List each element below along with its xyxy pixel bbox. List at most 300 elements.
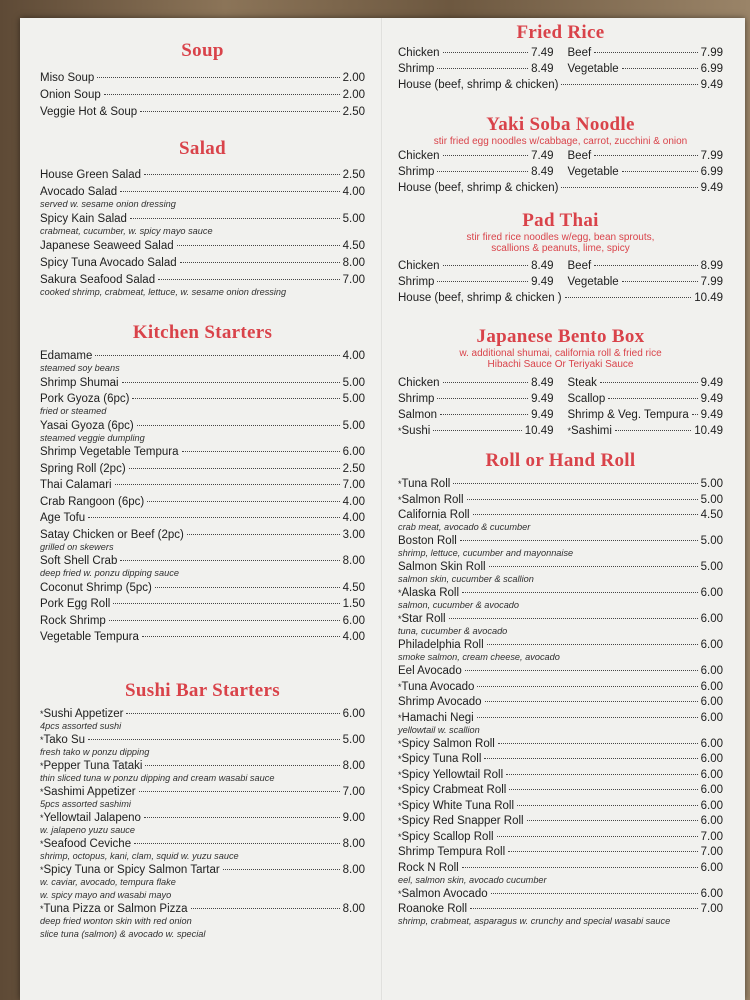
- menu-item-price: 2.50: [342, 169, 365, 181]
- menu-item-row: [398, 478, 723, 491]
- menu-item-name: *Salmon Roll: [398, 493, 464, 506]
- menu-item-row: [398, 494, 723, 507]
- menu-item-price: 8.00: [342, 903, 365, 915]
- dot-leader: [594, 52, 697, 53]
- dot-leader: [104, 94, 340, 95]
- menu-item-name: Coconut Shrimp (5pc): [40, 581, 152, 594]
- menu-item-price: 7.00: [342, 479, 365, 491]
- menu-item-price: 6.00: [700, 737, 723, 750]
- menu-page: [20, 18, 745, 1000]
- sushi-starters-section: [40, 680, 365, 942]
- menu-item-row: [398, 903, 723, 916]
- menu-item-row: [568, 276, 724, 289]
- dot-leader: [489, 566, 698, 567]
- menu-item-name: Beef: [567, 260, 592, 272]
- dot-leader: [506, 774, 697, 775]
- menu-item-name: Shrimp Shumai: [40, 376, 119, 389]
- menu-item-price: 6.00: [700, 768, 723, 781]
- menu-item-row: [568, 377, 724, 390]
- menu-item-name: *Salmon Avocado: [398, 887, 488, 900]
- menu-item-name: Chicken: [398, 47, 440, 59]
- dot-leader: [473, 514, 698, 515]
- star-marker: *: [398, 800, 402, 811]
- menu-item-price: 9.49: [531, 393, 554, 405]
- menu-item-price: 7.00: [700, 830, 723, 843]
- dot-leader: [508, 851, 697, 852]
- menu-item-name: Rock Shrimp: [40, 614, 106, 627]
- menu-item-price: 9.49: [700, 409, 723, 421]
- menu-item-row: [398, 831, 723, 844]
- menu-item-name: Spicy Tuna Avocado Salad: [40, 257, 177, 269]
- menu-item-price: 7.99: [700, 150, 723, 162]
- menu-item-name: Sakura Seafood Salad: [40, 274, 156, 286]
- menu-item-price: 6.00: [700, 753, 723, 765]
- star-marker: *: [40, 761, 44, 771]
- menu-item-price: 6.00: [700, 784, 723, 796]
- menu-item-price: 6.00: [342, 708, 365, 720]
- menu-item-row: [40, 864, 365, 877]
- dot-leader: [561, 84, 697, 85]
- menu-item-name: Philadelphia Roll: [398, 639, 484, 651]
- menu-item-row: [40, 257, 365, 270]
- dot-leader: [615, 430, 691, 431]
- star-marker: *: [40, 839, 44, 849]
- dot-leader: [561, 187, 697, 188]
- menu-item-name: Salmon: [398, 409, 437, 421]
- rolls-title: Roll or Hand Roll: [485, 450, 636, 471]
- dot-leader: [115, 484, 340, 485]
- menu-item-row: [40, 786, 365, 799]
- dot-leader: [144, 174, 340, 175]
- menu-item-row: [40, 393, 365, 406]
- star-marker: *: [40, 709, 44, 719]
- menu-item-price: 6.00: [342, 446, 365, 458]
- menu-item-row: [398, 769, 723, 782]
- menu-item-name: Shrimp Avocado: [398, 696, 482, 708]
- dot-leader: [132, 398, 339, 399]
- menu-item-price: 6.00: [700, 696, 723, 708]
- menu-item-price: 9.49: [531, 276, 554, 288]
- menu-item-name: Vegetable: [567, 166, 619, 178]
- dot-leader: [182, 451, 340, 452]
- menu-item-description: yellowtail w. scallion: [398, 724, 480, 735]
- star-marker: *: [398, 754, 402, 764]
- menu-item-name: Beef: [567, 150, 592, 162]
- menu-item-name: Thai Calamari: [40, 479, 112, 491]
- menu-item-description: shrimp, crabmeat, asparagus w. crunchy and special wasabi sauce: [398, 916, 671, 926]
- menu-item-name: *Hamachi Negi: [398, 711, 474, 724]
- dot-leader: [485, 701, 698, 702]
- right-column: [568, 257, 724, 289]
- menu-item-description: w. spicy mayo and wasabi mayo: [40, 890, 172, 900]
- dot-leader: [437, 171, 528, 172]
- menu-item-name: Eel Avocado: [398, 665, 462, 677]
- star-marker: *: [398, 614, 402, 624]
- soup-title: Soup: [181, 40, 224, 61]
- menu-item-description: shrimp, octopus, kani, clam, squid w. yuzu sauce: [40, 851, 239, 861]
- dot-leader: [437, 68, 528, 69]
- menu-item-price: 2.00: [342, 89, 365, 101]
- dot-leader: [120, 191, 339, 192]
- pad-thai-subtitle: [398, 232, 723, 254]
- menu-item-name: Age Tofu: [40, 512, 86, 524]
- dot-leader: [477, 717, 698, 718]
- menu-item-price: 8.00: [342, 760, 365, 772]
- menu-item-row: [568, 393, 724, 406]
- dot-leader: [142, 636, 340, 637]
- menu-item-description: crabmeat, cucumber, w. spicy mayo sauce: [40, 226, 213, 236]
- yaki-columns: [398, 147, 723, 179]
- menu-item-row: [40, 186, 365, 199]
- menu-item-price: 5.00: [342, 376, 365, 389]
- menu-item-name: Shrimp: [398, 63, 435, 75]
- menu-item-row: [398, 166, 554, 179]
- menu-item-row: [568, 63, 724, 76]
- star-marker: *: [398, 712, 402, 723]
- dot-leader: [440, 414, 528, 415]
- menu-item-name: *Spicy Red Snapper Roll: [398, 815, 524, 827]
- dot-leader: [477, 686, 697, 687]
- menu-item-price: 5.00: [700, 493, 723, 506]
- menu-item-price: 6.00: [700, 861, 723, 874]
- menu-item-price: 4.00: [342, 495, 365, 508]
- yaki-section: [398, 114, 723, 195]
- dot-leader: [565, 297, 692, 298]
- menu-item-row: [40, 446, 365, 459]
- menu-item-price: 7.99: [700, 276, 723, 288]
- menu-item-name: Steak: [567, 377, 597, 389]
- dot-leader: [95, 355, 339, 356]
- right-column: [568, 44, 724, 76]
- menu-item-name: Shrimp: [398, 276, 435, 288]
- menu-item-name: Satay Chicken or Beef (2pc): [40, 528, 184, 541]
- menu-item-price: 10.49: [694, 425, 723, 437]
- menu-item-description: 4pcs assorted sushi: [40, 721, 122, 731]
- star-marker: *: [40, 735, 44, 745]
- menu-item-row: [398, 509, 723, 522]
- menu-item-description: w. caviar, avocado, tempura flake: [40, 877, 176, 887]
- menu-item-row: [398, 425, 554, 438]
- salad-section: [40, 138, 365, 300]
- menu-item-row: [40, 463, 365, 476]
- menu-item-price: 9.49: [531, 409, 554, 421]
- menu-item-price: 6.00: [700, 680, 723, 693]
- menu-item-row: [40, 350, 365, 363]
- menu-item-name: *Spicy Crabmeat Roll: [398, 784, 507, 796]
- menu-item-price: 5.00: [700, 478, 723, 490]
- dot-leader: [594, 155, 697, 156]
- menu-item-name: *Sashimi Appetizer: [40, 786, 136, 798]
- menu-item-description: fresh tako w ponzu dipping: [40, 747, 150, 757]
- menu-item-price: 6.00: [700, 665, 723, 677]
- menu-item-price: 5.00: [342, 213, 365, 225]
- menu-item-row: [568, 166, 724, 179]
- star-marker: *: [398, 588, 402, 598]
- menu-item-row: [398, 712, 723, 725]
- menu-item-row: [40, 274, 365, 287]
- pad-thai-title: Pad Thai: [522, 210, 599, 231]
- menu-item-row: [398, 63, 554, 76]
- menu-item-price: 4.50: [342, 581, 365, 594]
- dot-leader: [594, 265, 697, 266]
- dot-leader: [527, 820, 698, 821]
- star-marker: *: [398, 769, 402, 780]
- menu-item-name: *Tuna Avocado: [398, 680, 475, 693]
- dot-leader: [139, 791, 340, 792]
- menu-item-row: [568, 425, 724, 438]
- menu-item-row: [398, 587, 723, 600]
- dot-leader: [460, 540, 698, 541]
- star-marker: *: [398, 888, 402, 899]
- menu-item-name: *Spicy Tuna Roll: [398, 753, 482, 765]
- dot-leader: [622, 281, 698, 282]
- menu-item-row: [398, 753, 723, 766]
- dot-leader: [155, 587, 340, 588]
- menu-item-name: Rock N Roll: [398, 861, 459, 874]
- menu-item-price: 8.00: [342, 257, 365, 269]
- dot-leader: [487, 644, 698, 645]
- menu-item-price: 5.00: [342, 734, 365, 746]
- menu-item-price: 4.00: [342, 631, 365, 643]
- menu-item-row: [40, 72, 365, 85]
- rolls-section: [398, 450, 723, 929]
- sushi-starters-list: [40, 708, 365, 939]
- menu-item-row: [40, 479, 365, 492]
- menu-fold: [381, 18, 383, 1000]
- fried-rice-columns: [398, 44, 723, 76]
- menu-item-price: 4.00: [342, 186, 365, 198]
- menu-item-price: 8.00: [342, 864, 365, 876]
- menu-item-name: House (beef, shrimp & chicken): [398, 182, 559, 194]
- subtitle-line: scallions & peanuts, lime, spicy: [491, 243, 630, 254]
- menu-item-row: [40, 903, 365, 916]
- dot-leader: [120, 560, 339, 561]
- menu-item-row: [40, 615, 365, 628]
- menu-item-row: [398, 182, 723, 195]
- dot-leader: [497, 836, 698, 837]
- menu-item-price: 6.00: [700, 799, 723, 812]
- menu-item-row: [398, 681, 723, 694]
- star-marker: *: [40, 787, 44, 797]
- star-marker: *: [398, 494, 402, 505]
- menu-item-price: 5.00: [342, 419, 365, 432]
- menu-item-description: steamed soy beans: [40, 363, 120, 373]
- dot-leader: [622, 68, 698, 69]
- menu-item-row: [40, 420, 365, 433]
- menu-item-price: 5.00: [700, 561, 723, 573]
- star-marker: *: [398, 681, 402, 692]
- star-marker: *: [567, 426, 572, 436]
- menu-item-price: 7.49: [531, 150, 554, 162]
- menu-item-price: 9.49: [700, 79, 723, 91]
- star-marker: *: [40, 904, 44, 914]
- menu-item-price: 6.00: [700, 887, 723, 900]
- menu-item-description: w. jalapeno yuzu sauce: [40, 825, 136, 835]
- menu-item-name: *Tuna Pizza or Salmon Pizza: [40, 903, 188, 915]
- right-column: [568, 147, 724, 179]
- menu-item-price: 9.49: [700, 393, 723, 405]
- menu-item-row: [398, 409, 554, 422]
- fried-rice-section: [398, 22, 723, 92]
- star-marker: *: [398, 479, 402, 489]
- sushi-starters-title: Sushi Bar Starters: [125, 680, 280, 701]
- menu-item-row: [398, 150, 554, 163]
- dot-leader: [449, 618, 698, 619]
- dot-leader: [97, 77, 339, 78]
- menu-item-price: 8.49: [531, 166, 554, 178]
- dot-leader: [692, 414, 698, 415]
- dot-leader: [517, 805, 698, 806]
- dot-leader: [465, 670, 698, 671]
- menu-item-name: *Spicy Salmon Roll: [398, 737, 495, 750]
- menu-item-price: 4.00: [342, 512, 365, 524]
- fried-rice-title: Fried Rice: [516, 22, 605, 43]
- menu-item-price: 8.99: [700, 260, 723, 272]
- menu-item-price: 10.49: [524, 425, 554, 437]
- menu-item-row: [398, 639, 723, 652]
- pad-thai-section: [398, 210, 723, 305]
- menu-item-row: [40, 377, 365, 390]
- bento-title: Japanese Bento Box: [476, 326, 645, 347]
- menu-item-row: [398, 846, 723, 859]
- menu-item-description: smoke salmon, cream cheese, avocado: [398, 652, 560, 662]
- menu-item-price: 6.00: [700, 815, 723, 827]
- menu-item-row: [398, 613, 723, 626]
- menu-item-row: [40, 213, 365, 226]
- dot-leader: [622, 171, 698, 172]
- menu-item-price: 9.49: [700, 377, 723, 389]
- menu-item-row: [398, 696, 723, 709]
- menu-item-name: Shrimp Vegetable Tempura: [40, 446, 179, 458]
- menu-item-description: deep fried w. ponzu dipping sauce: [40, 568, 179, 578]
- menu-item-row: [40, 598, 365, 611]
- dot-leader: [433, 430, 521, 431]
- menu-item-name: Chicken: [398, 260, 440, 272]
- dot-leader: [129, 468, 340, 469]
- soup-section: [40, 40, 365, 119]
- menu-item-description: steamed veggie dumpling: [40, 432, 145, 443]
- menu-item-name: House Green Salad: [40, 169, 142, 181]
- menu-item-name: Boston Roll: [398, 535, 457, 547]
- menu-item-row: [398, 79, 723, 92]
- dot-leader: [144, 817, 340, 818]
- menu-item-row: [398, 800, 723, 813]
- menu-item-price: 7.00: [342, 274, 365, 286]
- menu-item-row: [40, 838, 365, 851]
- menu-item-row: [398, 535, 723, 548]
- menu-item-name: *Spicy Scallop Roll: [398, 830, 494, 843]
- dot-leader: [191, 908, 340, 909]
- menu-item-name: Veggie Hot & Soup: [40, 106, 138, 118]
- menu-item-name: Shrimp Tempura Roll: [398, 846, 506, 858]
- menu-item-price: 6.00: [342, 614, 365, 627]
- fried-rice-house: [398, 79, 723, 92]
- menu-item-price: 3.00: [342, 528, 365, 541]
- dot-leader: [470, 908, 698, 909]
- dot-leader: [443, 155, 529, 156]
- subtitle-line: stir fired rice noodles w/egg, bean sprouts,: [466, 232, 655, 243]
- bento-section: [398, 326, 723, 438]
- menu-item-price: 7.00: [700, 903, 723, 915]
- menu-item-price: 8.49: [531, 377, 554, 389]
- pad-thai-columns: [398, 257, 723, 289]
- dot-leader: [147, 501, 339, 502]
- menu-item-row: [398, 888, 723, 901]
- menu-item-description: eel, salmon skin, avocado cucumber: [398, 874, 547, 885]
- bento-columns: [398, 374, 723, 438]
- menu-item-description: salmon skin, cucumber & scallion: [398, 574, 534, 584]
- menu-item-name: Shrimp & Veg. Tempura: [567, 409, 689, 421]
- menu-item-name: Pork Gyoza (6pc): [40, 393, 130, 405]
- star-marker: *: [40, 865, 44, 875]
- menu-item-description: slice tuna (salmon) & avocado w. special: [40, 929, 206, 939]
- dot-leader: [467, 499, 698, 500]
- menu-item-name: Avocado Salad: [40, 186, 118, 198]
- dot-leader: [130, 218, 340, 219]
- dot-leader: [453, 483, 697, 484]
- menu-item-price: 6.00: [700, 587, 723, 599]
- menu-item-row: [40, 512, 365, 525]
- menu-item-description: fried or steamed: [40, 406, 107, 416]
- menu-item-name: Chicken: [398, 150, 440, 162]
- menu-item-row: [40, 496, 365, 509]
- menu-item-name: *Star Roll: [398, 613, 446, 625]
- dot-leader: [443, 52, 529, 53]
- dot-leader: [109, 620, 340, 621]
- menu-item-name: Crab Rangoon (6pc): [40, 495, 145, 508]
- menu-item-row: [568, 150, 724, 163]
- dot-leader: [462, 867, 698, 868]
- menu-item-description: served w. sesame onion dressing: [40, 199, 176, 209]
- menu-item-row: [40, 89, 365, 102]
- menu-item-price: 1.50: [342, 598, 365, 610]
- menu-item-price: 5.00: [342, 393, 365, 405]
- dot-leader: [498, 743, 698, 744]
- menu-item-description: cooked shrimp, crabmeat, lettuce, w. sesame onion dressing: [40, 287, 287, 297]
- dot-leader: [122, 382, 340, 383]
- menu-item-row: [398, 377, 554, 390]
- kitchen-title: Kitchen Starters: [132, 322, 273, 343]
- menu-item-row: [398, 292, 723, 305]
- menu-item-price: 2.00: [342, 72, 365, 84]
- menu-item-price: 6.00: [700, 711, 723, 724]
- dot-leader: [88, 739, 340, 740]
- menu-item-price: 5.00: [700, 535, 723, 547]
- menu-item-price: 4.50: [700, 509, 723, 521]
- dot-leader: [180, 262, 340, 263]
- menu-item-price: 2.50: [342, 106, 365, 118]
- menu-item-row: [398, 260, 554, 273]
- dot-leader: [177, 245, 340, 246]
- dot-leader: [484, 758, 697, 759]
- menu-item-row: [398, 276, 554, 289]
- menu-item-price: 2.50: [342, 462, 365, 475]
- menu-item-price: 8.49: [531, 260, 554, 272]
- menu-item-name: Vegetable Tempura: [40, 631, 139, 643]
- bento-subtitle: [398, 348, 723, 370]
- menu-item-price: 6.99: [700, 166, 723, 178]
- menu-item-row: [40, 760, 365, 773]
- menu-item-price: 4.00: [342, 350, 365, 362]
- menu-item-description: deep fried wonton skin with red onion: [40, 916, 192, 926]
- menu-item-row: [40, 106, 365, 119]
- menu-item-name: *Spicy Tuna or Spicy Salmon Tartar: [40, 864, 220, 876]
- dot-leader: [443, 382, 529, 383]
- menu-item-name: Onion Soup: [40, 89, 101, 101]
- menu-item-row: [40, 812, 365, 825]
- star-marker: *: [40, 813, 44, 823]
- menu-item-name: *Sushi: [398, 425, 431, 437]
